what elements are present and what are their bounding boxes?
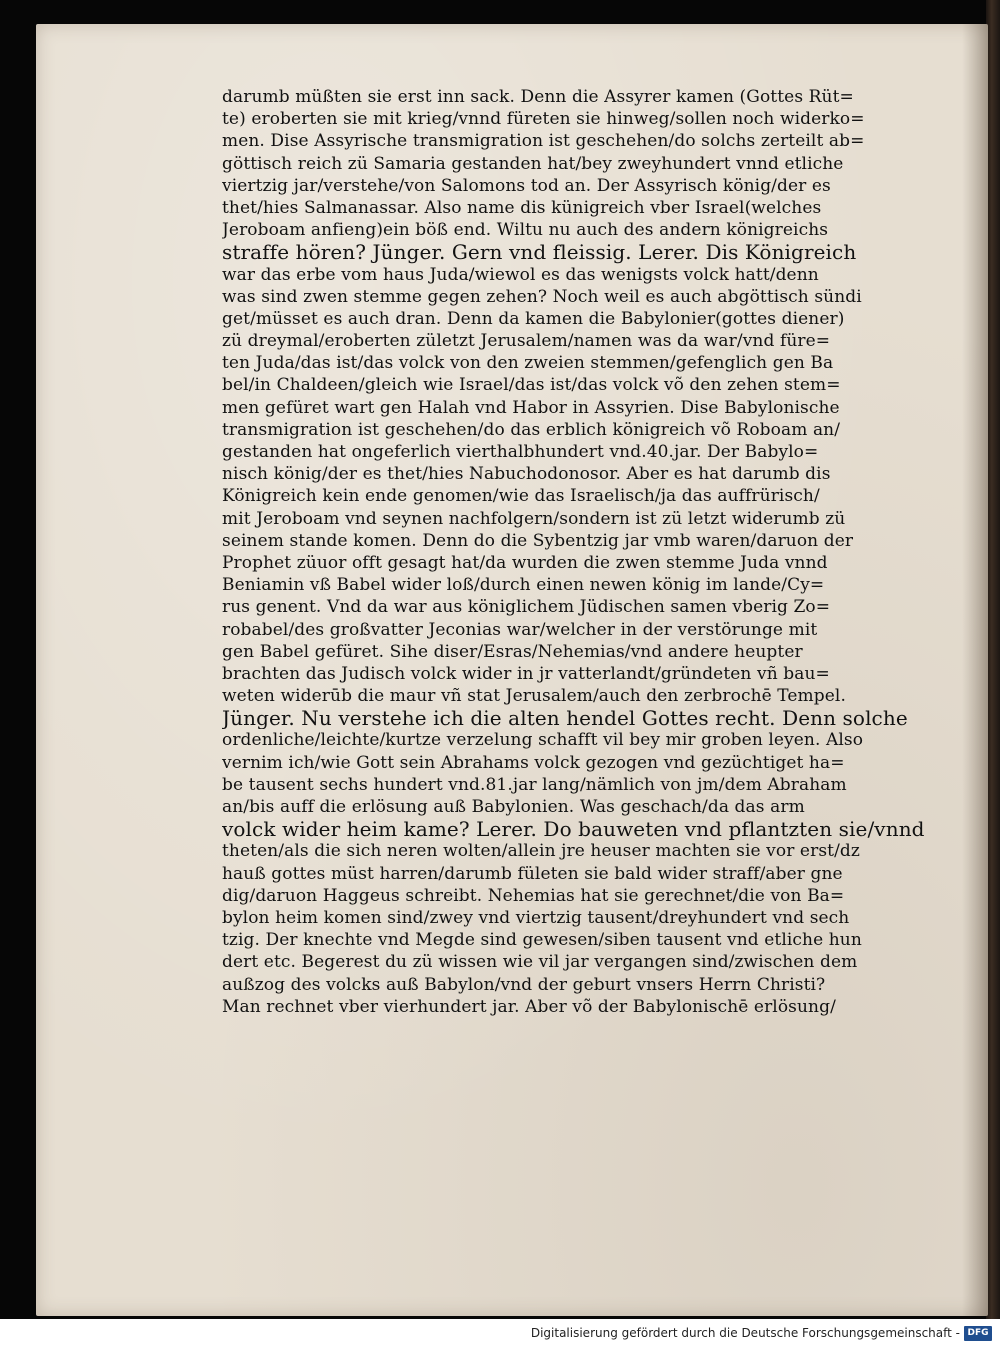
text-line: bel/in Chaldeen/gleich wie Israel/das ist/das volck võ den zehen stem= [222,375,841,396]
text-line: Jünger. Nu verstehe ich die alten hendel Gottes recht. Denn solche [222,707,908,730]
text-line: volck wider heim kame? Lerer. Do bauweten vnd pflantzten sie/vnnd [222,818,925,841]
text-line: Königreich kein ende genomen/wie das Israelisch/ja das auffrürisch/ [222,486,820,507]
text-line: gen Babel gefüret. Sihe diser/Esras/Nehemias/vnd andere heupter [222,641,803,662]
text-line: weten widerūb die maur vñ stat Jerusalem/auch den zerbrochē Tempel. [222,686,846,707]
text-line: gestanden hat ongeferlich vierthalbhundert vnd.40.jar. Der Babylo= [222,442,819,462]
text-line: mit Jeroboam vnd seynen nachfolgern/sondern ist zü letzt widerumb zü [222,508,846,529]
page-gutter-shadow [962,24,988,1316]
text-line: men gefüret wart gen Halah vnd Habor in Assyrien. Dise Babylonische [222,397,840,418]
text-line: get/müsset es auch dran. Denn da kamen die Babylonier(gottes diener) [222,308,845,329]
text-line: Prophet züuor offt gesagt hat/da wurden die zwen stemme Juda vnnd [222,552,828,573]
text-line: göttisch reich zü Samaria gestanden hat/bey zweyhundert vnnd etliche [222,153,844,174]
text-line: ten Juda/das ist/das volck von den zweien stemmen/gefenglich gen Ba [222,353,834,374]
text-line: außzog des volcks auß Babylon/vnd der geburt vnsers Herrn Christi? [222,974,826,995]
text-line: vernim ich/wie Gott sein Abrahams volck gezogen vnd gezüchtiget ha= [222,752,845,773]
text-line: zü dreymal/eroberten zületzt Jerusalem/namen was da war/vnd füre= [222,331,831,352]
text-line: hauß gottes müst harren/darumb fületen sie bald wider straff/aber gne [222,863,843,884]
text-line: Beniamin vß Babel wider loß/durch einen newen könig im lande/Cy= [222,575,825,596]
text-line: straffe hören? Jünger. Gern vnd fleissig. Lerer. Dis Königreich [222,241,857,264]
text-line: robabel/des großvatter Jeconias war/welcher in der verstörunge mit [222,619,818,640]
text-line: thet/hies Salmanassar. Also name dis künigreich vber Israel(welches [222,197,822,218]
text-line: seinem stande komen. Denn do die Sybentzig jar vmb waren/daruon der [222,530,854,551]
text-line: an/bis auff die erlösung auß Babylonien. Was geschach/da das arm [222,797,805,817]
text-line: be tausent sechs hundert vnd.81.jar lang/nämlich von jm/dem Abraham [222,774,847,795]
dfg-logo: DFG [964,1326,992,1341]
text-line: rus genent. Vnd da war aus königlichem Jüdischen samen vberig Zo= [222,597,831,618]
book-binding-edge [986,0,1000,1320]
text-line: war das erbe vom haus Juda/wiewol es das wenigsts volck hatt/denn [222,264,819,285]
text-line: dig/daruon Haggeus schreibt. Nehemias hat sie gerechnet/die von Ba= [222,885,845,906]
text-line: ordenliche/leichte/kurtze verzelung schafft vil bey mir groben leyen. Also [222,730,864,751]
text-line: darumb müßten sie erst inn sack. Denn die Assyrer kamen (Gottes Rüt= [222,87,854,107]
text-line: nisch könig/der es thet/hies Nabuchodonosor. Aber es hat darumb dis [222,464,831,485]
text-line: brachten das Judisch volck wider in jr vatterlandt/gründeten vñ bau= [222,663,830,684]
text-line: te) eroberten sie mit krieg/vnnd füreten sie hinweg/sollen noch widerko= [222,109,865,130]
text-line: was sind zwen stemme gegen zehen? Noch weil es auch abgöttisch sündi [222,286,862,307]
digitization-footer [0,1319,1000,1349]
funding-credit: Digitalisierung gefördert durch die Deutsche Forschungsgemeinschaft - [530,1326,960,1340]
page-text-block [222,86,942,1018]
text-line: viertzig jar/verstehe/von Salomons tod an. Der Assyrisch könig/der es [222,175,831,196]
text-line: Jeroboam anfieng)ein böß end. Wiltu nu auch des andern königreichs [222,220,829,241]
text-line: men. Dise Assyrische transmigration ist geschehen/do solchs zerteilt ab= [222,131,865,152]
text-line: bylon heim komen sind/zwey vnd viertzig tausent/dreyhundert vnd sech [222,907,850,928]
text-line: Man rechnet vber vierhundert jar. Aber võ der Babylonischē erlösung/ [222,996,836,1017]
text-line: tzig. Der knechte vnd Megde sind gewesen/siben tausent vnd etliche hun [222,930,862,951]
text-line: theten/als die sich neren wolten/allein jre heuser machten sie vor erst/dz [222,841,860,862]
text-line: dert etc. Begerest du zü wissen wie vil jar vergangen sind/zwischen dem [222,952,858,973]
text-line: transmigration ist geschehen/do das erblich königreich võ Roboam an/ [222,419,841,440]
